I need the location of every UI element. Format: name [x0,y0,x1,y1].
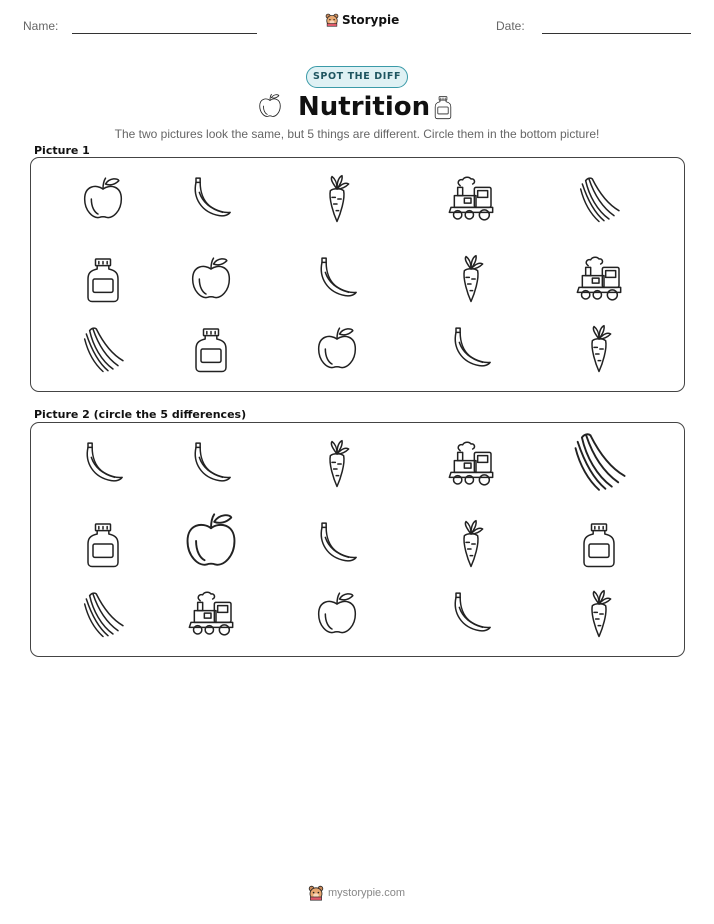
banana-icon[interactable] [186,439,236,489]
brand-logo [325,13,399,27]
carrot-icon[interactable] [446,519,496,569]
carrot-icon [574,324,624,374]
picture-2-label: Picture 2 (circle the 5 differences) [34,408,247,421]
jar-icon [430,92,456,122]
train-icon [574,254,624,304]
carrot-icon[interactable] [574,589,624,639]
beans-icon[interactable] [78,589,128,639]
jar-icon[interactable] [78,519,128,569]
beans-icon [78,324,128,374]
train-icon [446,174,496,224]
banana-icon [446,324,496,374]
picture-1-panel [30,157,685,392]
spot-the-diff-badge: SPOT THE DIFF [306,66,408,88]
beans-icon [574,174,624,224]
apple-icon [78,174,128,224]
carrot-icon [446,254,496,304]
jar-icon[interactable] [574,519,624,569]
name-line[interactable] [72,33,257,34]
name-label: Name: [23,19,59,33]
apple-icon [312,324,362,374]
instructions: The two pictures look the same, but 5 things are different. Circle them in the bottom picture! [114,127,600,141]
apple-icon[interactable] [312,589,362,639]
brand-name: Storypie [342,13,400,27]
date-line[interactable] [542,33,691,34]
train-icon[interactable] [186,589,236,639]
banana-icon[interactable] [312,519,362,569]
bear-mascot-icon [325,13,339,27]
bear-mascot-icon [308,885,324,901]
footer [308,885,405,901]
footer-url: mystorypie.com [328,887,406,899]
picture-2-panel[interactable] [30,422,685,657]
banana-icon[interactable] [78,439,128,489]
apple-icon [256,92,284,120]
banana-icon [312,254,362,304]
picture-1-label: Picture 1 [34,144,90,157]
date-label: Date: [496,19,525,33]
carrot-icon[interactable] [312,439,362,489]
apple-icon [186,254,236,304]
train-icon[interactable] [446,439,496,489]
beans-icon[interactable] [567,429,631,493]
jar-icon [78,254,128,304]
banana-icon [186,174,236,224]
banana-icon[interactable] [446,589,496,639]
carrot-icon [312,174,362,224]
page-title: Nutrition [298,92,431,122]
apple-icon[interactable] [179,509,243,573]
jar-icon [186,324,236,374]
